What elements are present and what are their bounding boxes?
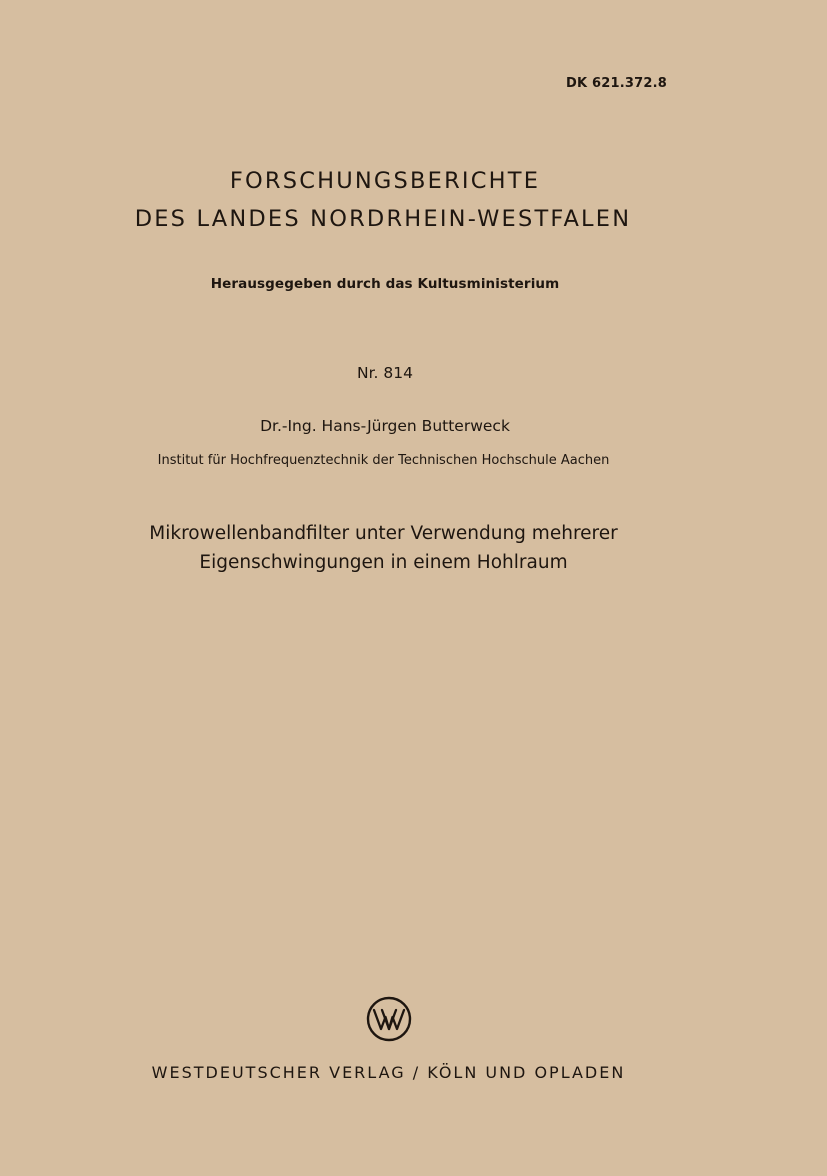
editor-note: Herausgegeben durch das Kultusministerium [210, 276, 560, 292]
report-number: Nr. 814 [357, 364, 413, 382]
publisher-imprint: WESTDEUTSCHER VERLAG / KÖLN UND OPLADEN [151, 1063, 626, 1082]
westdeutscher-verlag-logo-icon [366, 996, 412, 1042]
book-title-line-1: Mikrowellenbandfilter unter Verwendung mehrerer [149, 523, 618, 544]
series-title-line-1: FORSCHUNGSBERICHTE [229, 168, 541, 194]
classification-code: DK 621.372.8 [566, 76, 667, 91]
book-title-line-2: Eigenschwingungen in einem Hohlraum [199, 552, 568, 573]
institute-name: Institut für Hochfrequenztechnik der Technischen Hochschule Aachen [157, 453, 610, 468]
series-title-line-2: DES LANDES NORDRHEIN-WESTFALEN [134, 206, 632, 232]
author-name: Dr.-Ing. Hans-Jürgen Butterweck [260, 417, 510, 435]
